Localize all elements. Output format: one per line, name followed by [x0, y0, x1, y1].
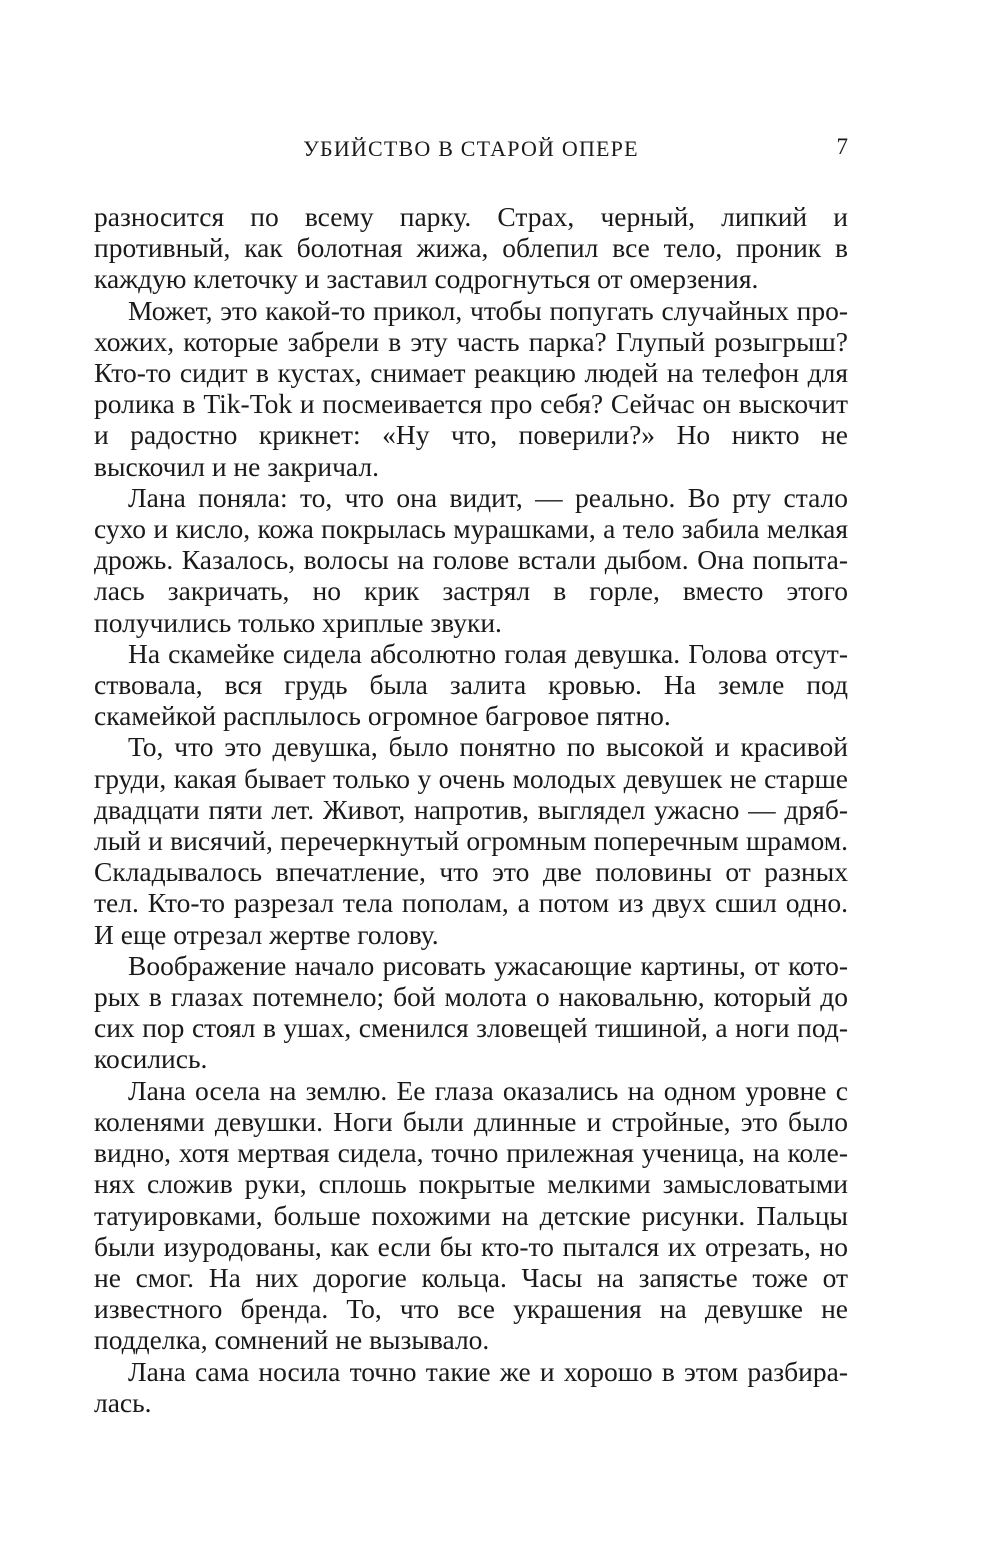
paragraph: Лана осела на землю. Ее глаза оказались на одном уровне с коленями девушки. Ноги были длинные и стройные, это было видно, хотя мертвая сидела, точно прилежная ученица, на коленях сложив руки, сплошь покрытые мелкими замысловатыми татуировками, больше похожими на детские рисунки. Пальцы были изуродованы, как если бы кто-то пытался их отрезать, но не смог. На них дорогие кольца. Часы на запястье тоже от известного бренда. То, что все украшения на девушке не подделка, сомнений не вызывало.	[94, 1074, 848, 1356]
paragraph: Лана поняла: то, что она видит, — реально. Во рту стало сухо и кисло, кожа покрылась мурашками, а тело забила мелкая дрожь. Казалось, волосы на голове встали дыбом. Она попыталась закричать, но крик застрял в горле, вместо этого получились только хриплые звуки.	[94, 481, 848, 638]
paragraph: Воображение начало рисовать ужасающие картины, от которых в глазах потемнело; бой молота о наковальню, который до сих пор стоял в ушах, сменился зловещей тишиной, а ноги подкосились.	[94, 949, 848, 1075]
page-number: 7	[836, 134, 848, 159]
paragraph: То, что это девушка, было понятно по высокой и красивой груди, какая бывает только у очень молодых девушек не старше двадцати пяти лет. Живот, напротив, выглядел ужасно — дряблый и висячий, перечеркнутый огромным поперечным шрамом. Складывалось впечатление, что это две половины от разных тел. Кто-то разрезал тела пополам, а потом из двух сшил одно. И еще отрезал жертве голову.	[94, 731, 848, 950]
paragraph: Лана сама носила точно такие же и хорошо в этом разбиралась.	[94, 1355, 848, 1418]
running-head	[94, 132, 848, 172]
running-title: УБИЙСТВО В СТАРОЙ ОПЕРЕ	[303, 136, 639, 161]
paragraph: разносится по всему парку. Страх, черный, липкий и противный, как болотная жижа, облепил все тело, проник в каждую клеточку и заставил содрогнуться от омерзения.	[94, 201, 848, 295]
paragraph: На скамейке сидела абсолютно голая девушка. Голова отсутствовала, вся грудь была залита кровью. На земле под скамейкой расплылось огромное багровое пятно.	[94, 637, 848, 732]
paragraph: Может, это какой-то прикол, чтобы попугать случайных прохожих, которые забрели в эту часть парка? Глупый розыгрыш? Кто-то сидит в кустах, снимает реакцию людей на телефон для ролика в Tik-Tok и посмеивается про себя? Сейчас он выскочит и радостно крикнет: «Ну что, поверили?» Но никто не выскочил и не закричал.	[94, 294, 848, 482]
body-text	[94, 201, 848, 1418]
